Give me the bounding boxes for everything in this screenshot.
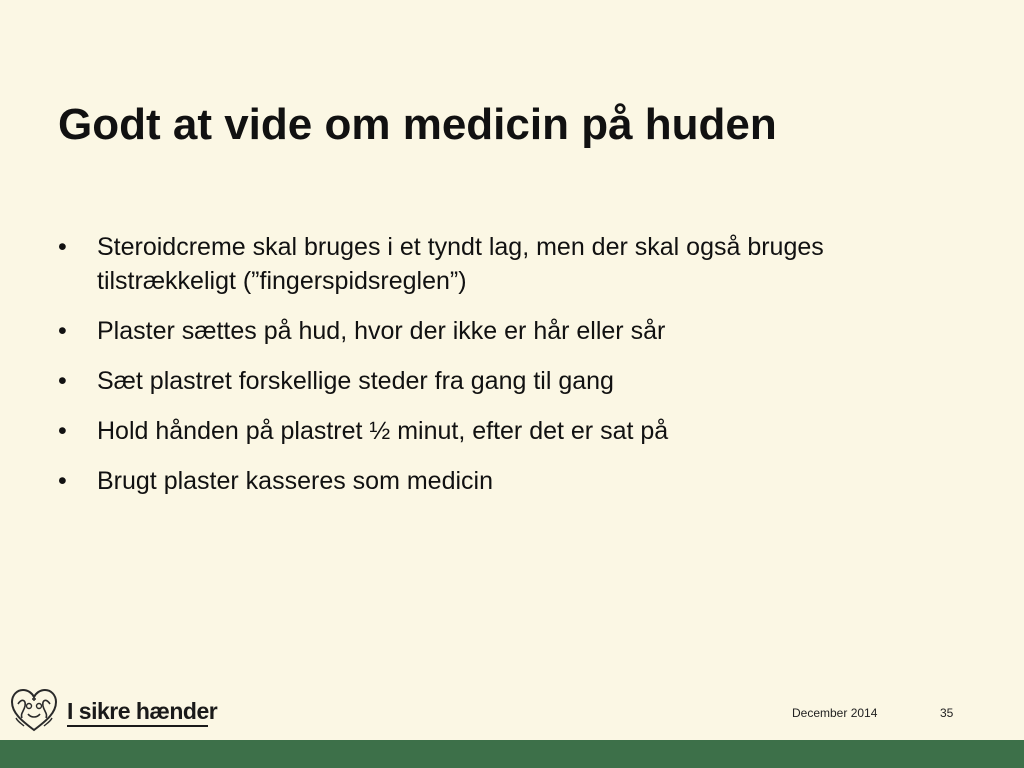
logo-text: I sikre hænder [67, 698, 218, 724]
bullet-marker: • [58, 233, 67, 261]
bottom-bar [0, 740, 1024, 768]
bullet-marker: • [58, 317, 67, 345]
slide-title: Godt at vide om medicin på huden [58, 100, 777, 149]
bullet-text: Hold hånden på plastret ½ minut, efter det er sat på [97, 417, 669, 445]
footer-date: December 2014 [792, 706, 878, 720]
bullet-text: Plaster sættes på hud, hvor der ikke er hår eller sår [97, 317, 666, 345]
bullet-item [58, 230, 958, 298]
bullet-marker: • [58, 417, 67, 445]
bullet-marker: • [58, 467, 67, 495]
logo [8, 684, 218, 736]
bullet-text: Steroidcreme skal bruges i et tyndt lag, men der skal også bruges tilstrækkeligt (”fingerspidsreglen”) [97, 233, 824, 295]
logo-underline [67, 725, 208, 727]
bullet-text: Brugt plaster kasseres som medicin [97, 467, 493, 495]
bullet-marker: • [58, 367, 67, 395]
page-number: 35 [940, 706, 954, 720]
bullet-item [58, 314, 958, 348]
bullet-text: Sæt plastret forskellige steder fra gang til gang [97, 367, 614, 395]
bullet-list [58, 230, 958, 514]
bullet-item [58, 364, 958, 398]
heart-hands-icon [8, 684, 60, 736]
bullet-item [58, 464, 958, 498]
bullet-item [58, 414, 958, 448]
